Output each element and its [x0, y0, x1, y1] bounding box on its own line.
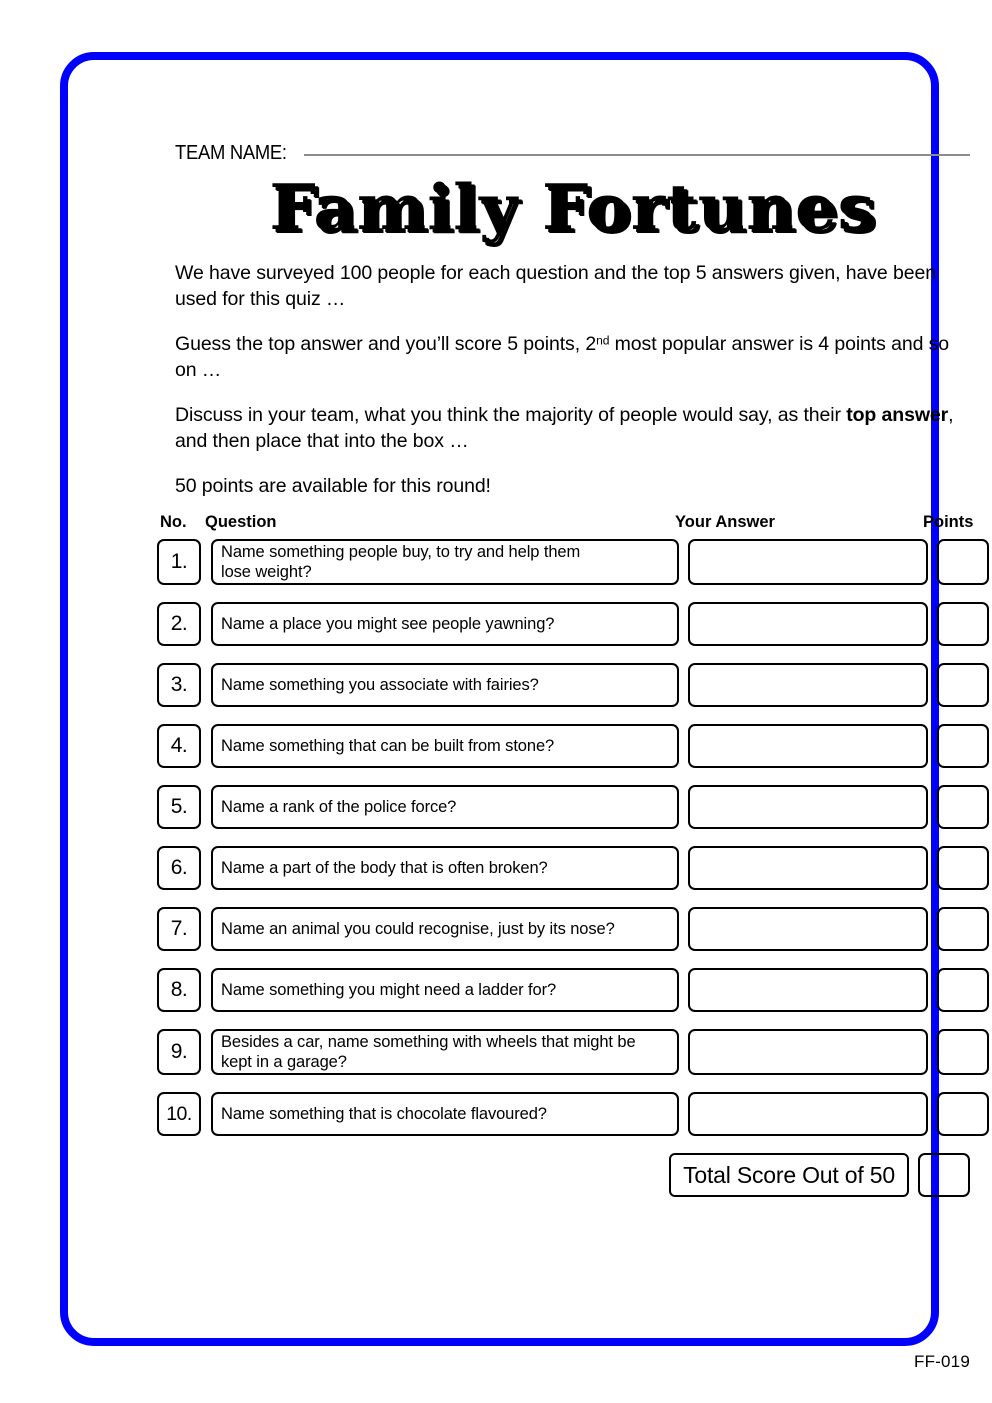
question-text	[211, 1092, 679, 1136]
answer-input[interactable]	[688, 602, 928, 646]
question-line: Name a place you might see people yawning?	[221, 615, 555, 634]
question-line: Name something you might need a ladder for?	[221, 981, 557, 1000]
answer-input[interactable]	[688, 539, 928, 585]
row-number: 5.	[157, 785, 201, 829]
question-line: Name a part of the body that is often broken?	[221, 859, 548, 878]
table-row	[170, 663, 970, 707]
table-row	[170, 1029, 970, 1075]
team-name-row	[175, 142, 970, 170]
total-score-row	[175, 1153, 970, 1197]
points-input[interactable]	[937, 1029, 989, 1075]
table-row	[170, 907, 970, 951]
team-name-label: TEAM NAME:	[175, 142, 287, 164]
points-input[interactable]	[937, 602, 989, 646]
table-row	[170, 602, 970, 646]
total-score-input[interactable]	[918, 1153, 970, 1197]
worksheet-body	[160, 142, 974, 1382]
question-text	[211, 602, 679, 646]
question-line: Name something that can be built from stone?	[221, 737, 555, 756]
worksheet-code: FF-019	[914, 1352, 970, 1371]
column-header-points: Points	[923, 513, 974, 532]
row-number: 3.	[157, 663, 201, 707]
answer-input[interactable]	[688, 724, 928, 768]
team-name-input[interactable]	[304, 153, 970, 156]
question-line: lose weight?	[221, 563, 312, 582]
row-number: 2.	[157, 602, 201, 646]
points-input[interactable]	[937, 1092, 989, 1136]
question-text	[211, 1029, 679, 1075]
points-input[interactable]	[937, 785, 989, 829]
row-number: 1.	[157, 539, 201, 585]
ordinal-suffix: nd	[596, 333, 610, 348]
answer-input[interactable]	[688, 1092, 928, 1136]
question-text	[211, 907, 679, 951]
table-row	[170, 724, 970, 768]
column-header-no: No.	[160, 513, 187, 532]
table-row	[170, 846, 970, 890]
answer-input[interactable]	[688, 907, 928, 951]
answer-input[interactable]	[688, 663, 928, 707]
points-input[interactable]	[937, 846, 989, 890]
question-line: Besides a car, name something with wheels that might be	[221, 1033, 636, 1052]
intro-2-part2: most popular answer is 4 points and so on …	[175, 332, 950, 381]
intro-3-part2: , and then place that into the box …	[175, 403, 954, 452]
answer-input[interactable]	[688, 1029, 928, 1075]
table-row	[170, 539, 970, 585]
question-line: kept in a garage?	[221, 1053, 347, 1072]
question-line: Name a rank of the police force?	[221, 798, 457, 817]
question-line: Name something you associate with fairies?	[221, 676, 539, 695]
intro-paragraph-2	[175, 332, 970, 384]
intro-3-part1: Discuss in your team, what you think the majority of people would say, as their	[175, 403, 847, 426]
question-line: Name an animal you could recognise, just by its nose?	[221, 920, 615, 939]
answer-input[interactable]	[688, 785, 928, 829]
question-rows	[166, 539, 970, 1136]
column-header-question: Question	[205, 513, 277, 532]
row-number: 10.	[157, 1092, 201, 1136]
points-input[interactable]	[937, 907, 989, 951]
table-row	[170, 785, 970, 829]
question-text	[211, 539, 679, 585]
table-row	[166, 1092, 970, 1136]
page-title: Family Fortunes	[269, 170, 876, 244]
table-row	[170, 968, 970, 1012]
row-number: 7.	[157, 907, 201, 951]
table-header-row	[160, 513, 974, 539]
intro-paragraph-3	[175, 403, 970, 455]
question-text	[211, 724, 679, 768]
points-input[interactable]	[937, 724, 989, 768]
points-input[interactable]	[937, 539, 989, 585]
intro-3-emphasis: top answer	[846, 403, 949, 426]
question-text	[211, 968, 679, 1012]
answer-input[interactable]	[688, 968, 928, 1012]
row-number: 9.	[157, 1029, 201, 1075]
worksheet-frame	[60, 52, 974, 1371]
row-number: 4.	[157, 724, 201, 768]
intro-paragraph-1: We have surveyed 100 people for each question and the top 5 answers given, have been used for this quiz …	[175, 262, 936, 310]
intro-2-part1: Guess the top answer and you’ll score 5 points, 2	[175, 332, 597, 355]
points-input[interactable]	[937, 663, 989, 707]
intro-paragraph-4: 50 points are available for this round!	[175, 474, 491, 497]
points-input[interactable]	[937, 968, 989, 1012]
question-line: Name something that is chocolate flavoured?	[221, 1105, 547, 1124]
total-score-label: Total Score Out of 50	[669, 1153, 909, 1197]
column-header-answer: Your Answer	[675, 513, 775, 532]
question-text	[211, 785, 679, 829]
answer-input[interactable]	[688, 846, 928, 890]
question-text	[211, 663, 679, 707]
question-line: Name something people buy, to try and help them	[221, 543, 581, 562]
row-number: 6.	[157, 846, 201, 890]
row-number: 8.	[157, 968, 201, 1012]
question-text	[211, 846, 679, 890]
